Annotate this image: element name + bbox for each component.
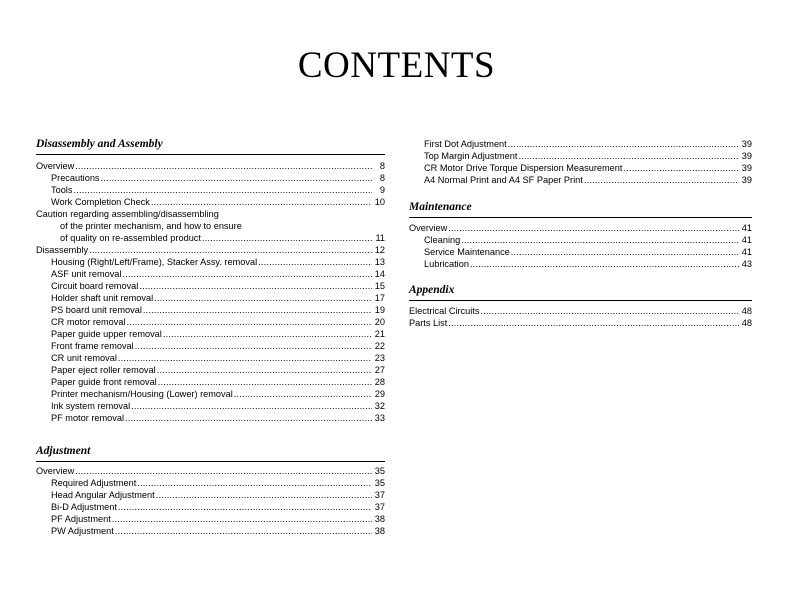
toc-page-number: 39 xyxy=(741,151,752,161)
toc-entry-title: PW Adjustment xyxy=(51,526,114,536)
dot-leader xyxy=(508,138,739,150)
toc-page-number: 9 xyxy=(379,185,385,195)
dot-leader xyxy=(480,305,739,317)
dot-leader xyxy=(202,232,372,244)
dot-leader xyxy=(154,292,372,304)
dot-leader xyxy=(112,513,372,525)
toc-entry[interactable] xyxy=(36,340,385,352)
dot-leader xyxy=(234,388,372,400)
dot-leader xyxy=(101,172,372,184)
dot-leader xyxy=(448,222,739,234)
toc-entry[interactable] xyxy=(409,222,752,234)
section-heading: Maintenance xyxy=(409,200,752,218)
dot-leader xyxy=(151,196,372,208)
toc-entry[interactable] xyxy=(36,513,385,525)
section-heading: Adjustment xyxy=(36,444,385,462)
toc-entry-title: CR Motor Drive Torque Dispersion Measurement xyxy=(424,163,623,173)
toc-entry[interactable] xyxy=(409,234,752,246)
dot-leader xyxy=(158,376,372,388)
dot-leader xyxy=(163,328,372,340)
dot-leader xyxy=(118,352,372,364)
page-title: CONTENTS xyxy=(297,45,496,86)
toc-entry-title: Circuit board removal xyxy=(51,281,139,291)
dot-leader xyxy=(258,256,372,268)
toc-entry-title: PS board unit removal xyxy=(51,305,142,315)
toc-page-number: 33 xyxy=(374,413,385,423)
dot-leader xyxy=(584,174,739,186)
toc-entry-title: Paper eject roller removal xyxy=(51,365,156,375)
toc-entry[interactable] xyxy=(36,244,385,256)
section-heading: Appendix xyxy=(409,283,752,301)
toc-page-number: 41 xyxy=(741,223,752,233)
toc-page-number: 22 xyxy=(374,341,385,351)
toc-entry-title: A4 Normal Print and A4 SF Paper Print xyxy=(424,175,583,185)
dot-leader xyxy=(73,184,372,196)
toc-page-number: 41 xyxy=(741,247,752,257)
toc-entry-title: Paper guide front removal xyxy=(51,377,157,387)
toc-page-number: 39 xyxy=(741,163,752,173)
toc-entry-title: Printer mechanism/Housing (Lower) removal xyxy=(51,389,233,399)
toc-entry-title: Overview xyxy=(36,466,75,476)
toc-page-number: 20 xyxy=(374,317,385,327)
toc-entry-title: Tools xyxy=(51,185,73,195)
toc-entry[interactable] xyxy=(36,304,385,316)
toc-entry[interactable] xyxy=(36,256,385,268)
toc-page-number: 39 xyxy=(741,175,752,185)
toc-entry-title: PF Adjustment xyxy=(51,514,111,524)
toc-page-number: 15 xyxy=(374,281,385,291)
toc-entry[interactable] xyxy=(36,352,385,364)
toc-entry[interactable] xyxy=(36,364,385,376)
toc-entry[interactable] xyxy=(36,501,385,513)
toc-entry[interactable] xyxy=(36,196,385,208)
toc-entry[interactable] xyxy=(409,162,752,174)
dot-leader xyxy=(125,412,372,424)
toc-entry[interactable] xyxy=(409,138,752,150)
toc-entry-title: Parts List xyxy=(409,318,448,328)
toc-entry-title: Lubrication xyxy=(424,259,469,269)
toc-page-number: 8 xyxy=(379,161,385,171)
toc-page-number: 11 xyxy=(375,233,385,243)
toc-page-number: 8 xyxy=(379,173,385,183)
dot-leader xyxy=(75,465,372,477)
toc-page-number: 13 xyxy=(374,257,385,267)
toc-entry-title: ASF unit removal xyxy=(51,269,122,279)
dot-leader xyxy=(157,364,372,376)
toc-entry-title: Disassembly xyxy=(36,245,89,255)
toc-page-number: 19 xyxy=(374,305,385,315)
dot-leader xyxy=(156,489,372,501)
toc-entry[interactable] xyxy=(409,174,752,186)
toc-page-number: 38 xyxy=(374,514,385,524)
toc-entry[interactable] xyxy=(36,268,385,280)
toc-page-number: 35 xyxy=(374,478,385,488)
dot-leader xyxy=(139,280,372,292)
dot-leader xyxy=(131,400,372,412)
dot-leader xyxy=(518,150,739,162)
toc-entry[interactable] xyxy=(409,246,752,258)
toc-page-number: 10 xyxy=(374,197,385,207)
toc-entry[interactable] xyxy=(36,172,385,184)
dot-leader xyxy=(89,244,372,256)
toc-entry-title: Ink system removal xyxy=(51,401,131,411)
toc-entry-title: Holder shaft unit removal xyxy=(51,293,154,303)
dot-leader xyxy=(122,268,372,280)
toc-entry-title: Cleaning xyxy=(424,235,461,245)
dot-leader xyxy=(461,234,739,246)
toc-entry-title: Overview xyxy=(36,161,75,171)
toc-entry[interactable] xyxy=(36,465,385,477)
toc-entry[interactable] xyxy=(36,489,385,501)
toc-entry-text: of the printer mechanism, and how to ensure xyxy=(60,221,242,231)
toc-entry[interactable] xyxy=(36,232,385,244)
dot-leader xyxy=(511,246,739,258)
toc-entry-title: Paper guide upper removal xyxy=(51,329,162,339)
toc-entry[interactable] xyxy=(36,292,385,304)
toc-entry-title: Work Completion Check xyxy=(51,197,150,207)
toc-entry-title: Precautions xyxy=(51,173,100,183)
toc-entry-title: Bi-D Adjustment xyxy=(51,502,117,512)
toc-page-number: 38 xyxy=(374,526,385,536)
toc-entry[interactable] xyxy=(36,316,385,328)
toc-entry-title: Overview xyxy=(409,223,448,233)
toc-page-number: 28 xyxy=(374,377,385,387)
toc-entry[interactable] xyxy=(36,280,385,292)
toc-entry[interactable] xyxy=(36,525,385,537)
toc-entry[interactable] xyxy=(36,328,385,340)
toc-entry-text: Caution regarding assembling/disassembling xyxy=(36,209,219,219)
toc-page-number: 35 xyxy=(374,466,385,476)
section-heading: Disassembly and Assembly xyxy=(36,137,385,155)
toc-entry-title: Housing (Right/Left/Frame), Stacker Assy. removal xyxy=(51,257,258,267)
toc-entry[interactable] xyxy=(36,477,385,489)
toc-entry-title: Top Margin Adjustment xyxy=(424,151,518,161)
toc-page-number: 12 xyxy=(374,245,385,255)
toc-page-number: 17 xyxy=(374,293,385,303)
dot-leader xyxy=(137,477,372,489)
toc-page-number: 27 xyxy=(374,365,385,375)
toc-entry[interactable] xyxy=(36,388,385,400)
toc-entry[interactable] xyxy=(36,160,385,172)
toc-entry[interactable] xyxy=(36,376,385,388)
toc-page-number: 37 xyxy=(374,502,385,512)
toc-entry-title: PF motor removal xyxy=(51,413,125,423)
dot-leader xyxy=(143,304,372,316)
toc-page-number: 41 xyxy=(741,235,752,245)
dot-leader xyxy=(623,162,739,174)
dot-leader xyxy=(75,160,372,172)
toc-entry-title: Required Adjustment xyxy=(51,478,137,488)
toc-entry[interactable] xyxy=(409,150,752,162)
toc-page-number: 14 xyxy=(374,269,385,279)
toc-entry[interactable] xyxy=(409,317,752,329)
toc-entry[interactable] xyxy=(36,412,385,424)
toc-page-number: 23 xyxy=(374,353,385,363)
toc-page-number: 37 xyxy=(374,490,385,500)
toc-page-number: 32 xyxy=(374,401,385,411)
toc-page-number: 43 xyxy=(741,259,752,269)
toc-entry-title: Head Angular Adjustment xyxy=(51,490,155,500)
toc-entry[interactable] xyxy=(409,305,752,317)
toc-entry-title: CR unit removal xyxy=(51,353,117,363)
dot-leader xyxy=(470,258,739,270)
toc-entry-title: First Dot Adjustment xyxy=(424,139,507,149)
toc-entry-title: Service Maintenance xyxy=(424,247,510,257)
dot-leader xyxy=(118,501,372,513)
dot-leader xyxy=(115,525,372,537)
toc-entry-title: Electrical Circuits xyxy=(409,306,480,316)
dot-leader xyxy=(448,317,739,329)
toc-page-number: 39 xyxy=(741,139,752,149)
toc-entry-title: of quality on re-assembled product xyxy=(60,233,201,243)
toc-page-number: 48 xyxy=(741,306,752,316)
dot-leader xyxy=(135,340,372,352)
toc-entry-title: CR motor removal xyxy=(51,317,126,327)
toc-entry[interactable] xyxy=(36,184,385,196)
toc-entry[interactable] xyxy=(409,258,752,270)
toc-page-number: 29 xyxy=(374,389,385,399)
dot-leader xyxy=(127,316,372,328)
toc-entry[interactable] xyxy=(36,400,385,412)
toc-entry-title: Front frame removal xyxy=(51,341,134,351)
toc-page-number: 21 xyxy=(374,329,385,339)
toc-page-number: 48 xyxy=(741,318,752,328)
